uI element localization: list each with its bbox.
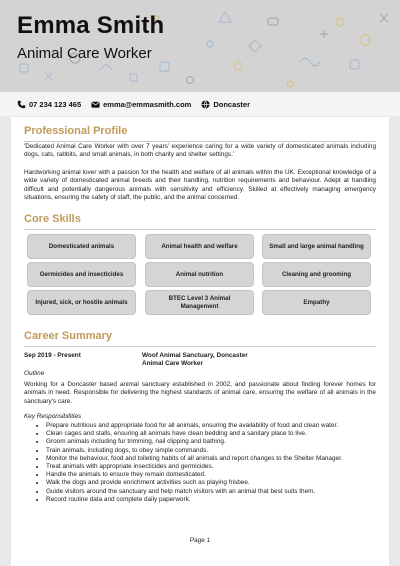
phone-number: 07 234 123 465 [29,99,82,109]
contact-email [91,100,191,109]
skill-tag: Cleaning and grooming [262,262,371,287]
list-item: • Clean cages and stalls, ensuring all animals have clean bedding and a sanitary place to live. [46,430,398,438]
resume-body [11,117,389,566]
resume-header [0,0,400,92]
contact-phone [17,100,81,109]
candidate-name: Emma Smith [17,12,165,39]
skills-divider [24,229,376,230]
skill-tag: Domesticated animals [27,234,136,259]
contact-bar [0,92,400,116]
skill-tag: Germicides and insecticides [27,262,136,287]
skill-tag: Animal health and welfare [145,234,254,259]
page-number: Page 1 [189,537,211,544]
skill-tag: Empathy [262,290,371,315]
profile-divider [24,141,376,142]
list-item: • Record routine data and complete daily paperwork. [46,496,398,504]
contact-location [201,100,250,109]
job-outline: Working for a Doncaster based animal sanctuary established in 2002, and passionate about finding forever homes for animals in need. Responsible for delivering the highest standards of animal care, ensuring the welfare of all animals in the sanctuary's care. [24,381,376,405]
skill-tag: Animal nutrition [145,262,254,287]
outline-label: Outline [24,370,45,377]
candidate-role: Animal Care Worker [17,45,152,62]
email-address: emma@emmasmith.com [103,99,192,109]
career-heading: Career Summary [24,330,113,342]
phone-icon [17,100,26,109]
list-item: • Train animals, including dogs, to obey simple commands. [46,447,398,455]
profile-heading: Professional Profile [24,125,128,137]
job-position: Animal Care Worker [142,360,203,367]
skills-heading: Core Skills [24,213,81,225]
profile-quote: 'Dedicated Animal Care Worker with over 7 years' experience caring for a wide variety of domesticated animals including dogs, cats, rabbits, and small animals, in both charity and shelter settings.' [24,143,376,159]
list-item: • Prepare nutritious and appropriate food for all animals, ensuring the availability of food and clean water. [46,422,398,430]
location: Doncaster [213,99,251,109]
skill-tag: Injured, sick, or hostile animals [27,290,136,315]
list-item: • Handle the animals to ensure they remain domesticated. [46,471,398,479]
responsibilities-label: Key Responsibilities [24,413,82,420]
skill-tag: Small and large animal handling [262,234,371,259]
list-item: • Groom animals including fur trimming, nail clipping and bathing. [46,438,398,446]
job-employer: Woof Animal Sanctuary, Doncaster [142,352,248,359]
list-item: • Treat animals with appropriate insecticides and germicides. [46,463,398,471]
globe-icon [201,100,210,109]
responsibilities-list [24,422,398,504]
list-item: • Guide visitors around the sanctuary and help match visitors with an animal that best suits them. [46,488,398,496]
list-item: • Walk the dogs and provide enrichment activities such as playing frisbee. [46,479,398,487]
career-divider [24,346,376,347]
envelope-icon [91,100,100,109]
profile-summary: Hardworking animal lover with a passion for the health and welfare of all animals within the UK. Exceptional knowledge of a wide variety of domesticated animal breeds and their handling, nutrition requirements and behaviour. Adept at handling difficult and potentially dangerous animals with sensitivity and efficiency. Skilled at effectively managing emergency situations, ensuring the safety of staff, the public, and the animal concerned. [24,169,376,202]
list-item: • Monitor the behaviour, food and toileting habits of all animals and report changes to the Shelter Manager. [46,455,398,463]
job-dates: Sep 2019 - Present [24,352,81,359]
skill-tag: BTEC Level 3 Animal Management [145,290,254,315]
